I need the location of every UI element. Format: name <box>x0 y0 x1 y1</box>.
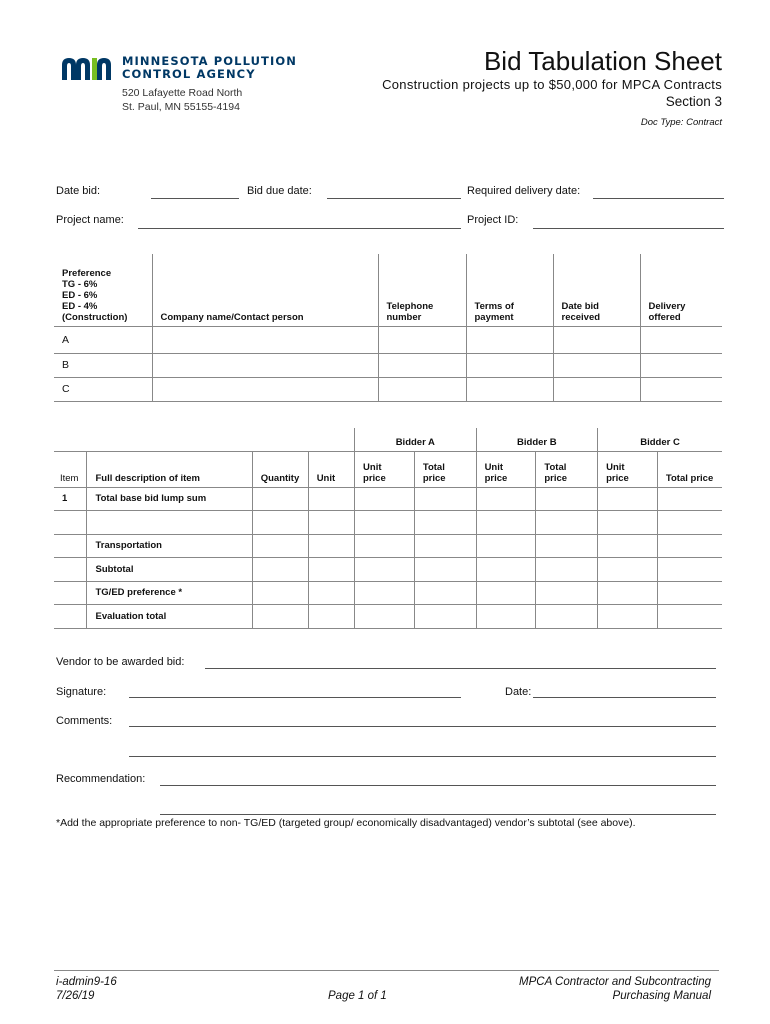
agency-name-line-1: MINNESOTA POLLUTION <box>122 54 297 68</box>
bidder-c-unit-price-cell[interactable] <box>598 487 658 511</box>
quantity-cell[interactable] <box>252 511 308 535</box>
unit-cell[interactable] <box>308 534 354 558</box>
company-contact-header: Company name/Contact person <box>152 254 378 326</box>
footer-date: 7/26/19 <box>56 990 95 1002</box>
description-cell: Transportation <box>87 534 252 558</box>
unit-header: Unit <box>308 451 354 487</box>
comments-field-line-2[interactable] <box>129 756 716 757</box>
quantity-cell[interactable] <box>252 605 308 629</box>
column-header-row <box>54 451 722 487</box>
bidder-info-header-row <box>54 254 722 326</box>
agency-address-line-2: St. Paul, MN 55155-4194 <box>122 101 240 113</box>
description-cell[interactable] <box>87 511 252 535</box>
table-row <box>54 487 722 511</box>
terms-cell[interactable] <box>466 326 553 353</box>
quantity-cell[interactable] <box>252 487 308 511</box>
bidder-b-total-price-cell[interactable] <box>536 534 598 558</box>
terms-cell[interactable] <box>466 353 553 377</box>
bidder-row-label: A <box>54 326 152 353</box>
telephone-cell[interactable] <box>378 377 466 401</box>
telephone-cell[interactable] <box>378 326 466 353</box>
bidder-c-total-price-cell[interactable] <box>657 511 722 535</box>
bidder-a-total-price-cell[interactable] <box>414 511 476 535</box>
bidder-b-unit-price-cell[interactable] <box>476 581 536 605</box>
award-date-field[interactable] <box>533 697 716 698</box>
bidder-c-total-price-cell[interactable] <box>657 487 722 511</box>
company-cell[interactable] <box>152 353 378 377</box>
mpca-logo-mark-icon <box>60 56 118 80</box>
vendor-awarded-label: Vendor to be awarded bid: <box>56 656 185 668</box>
item-number-cell <box>54 581 87 605</box>
preference-header-line: (Construction) <box>62 311 128 323</box>
agency-name-line-2: CONTROL AGENCY <box>122 67 256 81</box>
bid-due-date-field[interactable] <box>327 198 461 199</box>
project-id-field[interactable] <box>533 228 724 229</box>
bid-tabulation-table <box>54 428 722 629</box>
preference-header-line: TG - 6% <box>62 278 98 290</box>
unit-cell[interactable] <box>308 511 354 535</box>
date-received-cell[interactable] <box>553 353 640 377</box>
table-row <box>54 534 722 558</box>
unit-price-header: Unit price <box>598 451 658 487</box>
item-number-cell[interactable] <box>54 511 87 535</box>
bidder-a-unit-price-cell[interactable] <box>355 558 415 582</box>
company-cell[interactable] <box>152 377 378 401</box>
bidder-a-total-price-cell[interactable] <box>414 581 476 605</box>
total-price-header: Total price <box>414 451 476 487</box>
item-number-cell <box>54 605 87 629</box>
quantity-header: Quantity <box>252 451 308 487</box>
bidder-a-unit-price-cell[interactable] <box>355 605 415 629</box>
bidder-c-unit-price-cell[interactable] <box>598 558 658 582</box>
doc-type-label: Doc Type: Contract <box>640 117 722 128</box>
item-header: Item <box>54 451 87 487</box>
date-received-cell[interactable] <box>553 377 640 401</box>
quantity-cell[interactable] <box>252 534 308 558</box>
preference-header-line: ED - 6% <box>62 289 98 301</box>
delivery-offered-header: Delivery offered <box>640 254 722 326</box>
bidder-b-total-price-cell[interactable] <box>536 581 598 605</box>
required-delivery-date-label: Required delivery date: <box>467 185 581 197</box>
bidder-a-total-price-cell[interactable] <box>414 534 476 558</box>
bidder-a-unit-price-cell[interactable] <box>355 511 415 535</box>
bidder-a-unit-price-cell[interactable] <box>355 581 415 605</box>
project-id-label: Project ID: <box>467 214 519 226</box>
bidder-c-unit-price-cell[interactable] <box>598 534 658 558</box>
bidder-a-total-price-cell[interactable] <box>414 487 476 511</box>
bidder-b-total-price-cell[interactable] <box>536 487 598 511</box>
vendor-awarded-field[interactable] <box>205 668 716 669</box>
agency-address-line-1: 520 Lafayette Road North <box>122 87 243 99</box>
footer-page-number: Page 1 of 1 <box>328 990 387 1002</box>
item-number-cell <box>54 534 87 558</box>
date-bid-received-header: Date bid received <box>553 254 640 326</box>
award-date-label: Date: <box>505 686 532 698</box>
bidder-b-header: Bidder B <box>476 428 598 451</box>
description-cell: Evaluation total <box>87 605 252 629</box>
bidder-b-total-price-cell[interactable] <box>536 605 598 629</box>
page-title: Bid Tabulation Sheet <box>483 46 722 76</box>
footer-divider <box>54 970 719 971</box>
terms-of-payment-header: Terms of payment <box>466 254 553 326</box>
table-row <box>54 581 722 605</box>
project-name-field[interactable] <box>138 228 461 229</box>
comments-label: Comments: <box>56 715 113 727</box>
delivery-cell[interactable] <box>640 377 722 401</box>
bidder-header-spacer <box>54 428 355 451</box>
recommendation-field-line-1[interactable] <box>160 785 716 786</box>
bid-due-date-label: Bid due date: <box>247 185 312 197</box>
description-header: Full description of item <box>87 451 252 487</box>
bidder-b-unit-price-cell[interactable] <box>476 534 536 558</box>
terms-cell[interactable] <box>466 377 553 401</box>
unit-price-header: Unit price <box>476 451 536 487</box>
delivery-cell[interactable] <box>640 326 722 353</box>
bidder-c-header: Bidder C <box>598 428 722 451</box>
bidder-info-table <box>54 254 722 402</box>
bidder-c-total-price-cell[interactable] <box>657 581 722 605</box>
total-price-header: Total price <box>536 451 598 487</box>
description-cell: Total base bid lump sum <box>87 487 252 511</box>
bidder-a-unit-price-cell[interactable] <box>355 487 415 511</box>
bidder-row-label: C <box>54 377 152 401</box>
bidder-a-unit-price-cell[interactable] <box>355 534 415 558</box>
project-name-label: Project name: <box>56 214 124 226</box>
unit-cell[interactable] <box>308 605 354 629</box>
description-cell: TG/ED preference * <box>87 581 252 605</box>
bidder-b-unit-price-cell[interactable] <box>476 511 536 535</box>
table-row <box>54 511 722 535</box>
mpca-logo <box>60 54 300 124</box>
bidder-row-c <box>54 377 722 401</box>
description-cell: Subtotal <box>87 558 252 582</box>
bidder-c-total-price-cell[interactable] <box>657 605 722 629</box>
bidder-header-row <box>54 428 722 451</box>
comments-field-line-1[interactable] <box>129 726 716 727</box>
page-subtitle: Construction projects up to $50,000 for MPCA Contracts <box>382 77 722 92</box>
footer-manual-line-1: MPCA Contractor and Subcontracting <box>519 976 711 988</box>
quantity-cell[interactable] <box>252 558 308 582</box>
preference-header-line: ED - 4% <box>62 300 98 312</box>
bidder-c-unit-price-cell[interactable] <box>598 605 658 629</box>
recommendation-label: Recommendation: <box>56 773 146 785</box>
bidder-row-b <box>54 353 722 377</box>
bidder-row-a <box>54 326 722 353</box>
required-delivery-date-field[interactable] <box>593 198 724 199</box>
bidder-b-unit-price-cell[interactable] <box>476 487 536 511</box>
preference-footnote: *Add the appropriate preference to non- TG/ED (targeted group/ economically disadvantaged) vendor’s subtotal (see above). <box>56 817 636 829</box>
item-number-cell: 1 <box>54 487 87 511</box>
total-price-header: Total price <box>657 451 722 487</box>
preference-header-line: Preference <box>62 267 112 279</box>
bidder-b-total-price-cell[interactable] <box>536 511 598 535</box>
unit-cell[interactable] <box>308 487 354 511</box>
date-bid-label: Date bid: <box>56 185 101 197</box>
delivery-cell[interactable] <box>640 353 722 377</box>
signature-label: Signature: <box>56 686 107 698</box>
unit-cell[interactable] <box>308 558 354 582</box>
recommendation-field-line-2[interactable] <box>160 814 716 815</box>
company-cell[interactable] <box>152 326 378 353</box>
footer-manual-line-2: Purchasing Manual <box>612 990 711 1002</box>
unit-cell[interactable] <box>308 581 354 605</box>
quantity-cell[interactable] <box>252 581 308 605</box>
bidder-c-total-price-cell[interactable] <box>657 558 722 582</box>
bidder-row-label: B <box>54 353 152 377</box>
bidder-c-unit-price-cell[interactable] <box>598 511 658 535</box>
table-row <box>54 558 722 582</box>
item-number-cell <box>54 558 87 582</box>
telephone-header: Telephone number <box>378 254 466 326</box>
bidder-c-unit-price-cell[interactable] <box>598 581 658 605</box>
signature-field[interactable] <box>129 697 461 698</box>
date-bid-field[interactable] <box>151 198 239 199</box>
unit-price-header: Unit price <box>355 451 415 487</box>
bidder-b-unit-price-cell[interactable] <box>476 605 536 629</box>
table-row <box>54 605 722 629</box>
section-label: Section 3 <box>665 94 722 109</box>
telephone-cell[interactable] <box>378 353 466 377</box>
preference-header <box>54 254 152 326</box>
bidder-a-header: Bidder A <box>355 428 477 451</box>
footer-doc-code: i-admin9-16 <box>56 976 117 988</box>
bidder-b-total-price-cell[interactable] <box>536 558 598 582</box>
bidder-b-unit-price-cell[interactable] <box>476 558 536 582</box>
bidder-a-total-price-cell[interactable] <box>414 605 476 629</box>
bidder-c-total-price-cell[interactable] <box>657 534 722 558</box>
date-received-cell[interactable] <box>553 326 640 353</box>
bidder-a-total-price-cell[interactable] <box>414 558 476 582</box>
